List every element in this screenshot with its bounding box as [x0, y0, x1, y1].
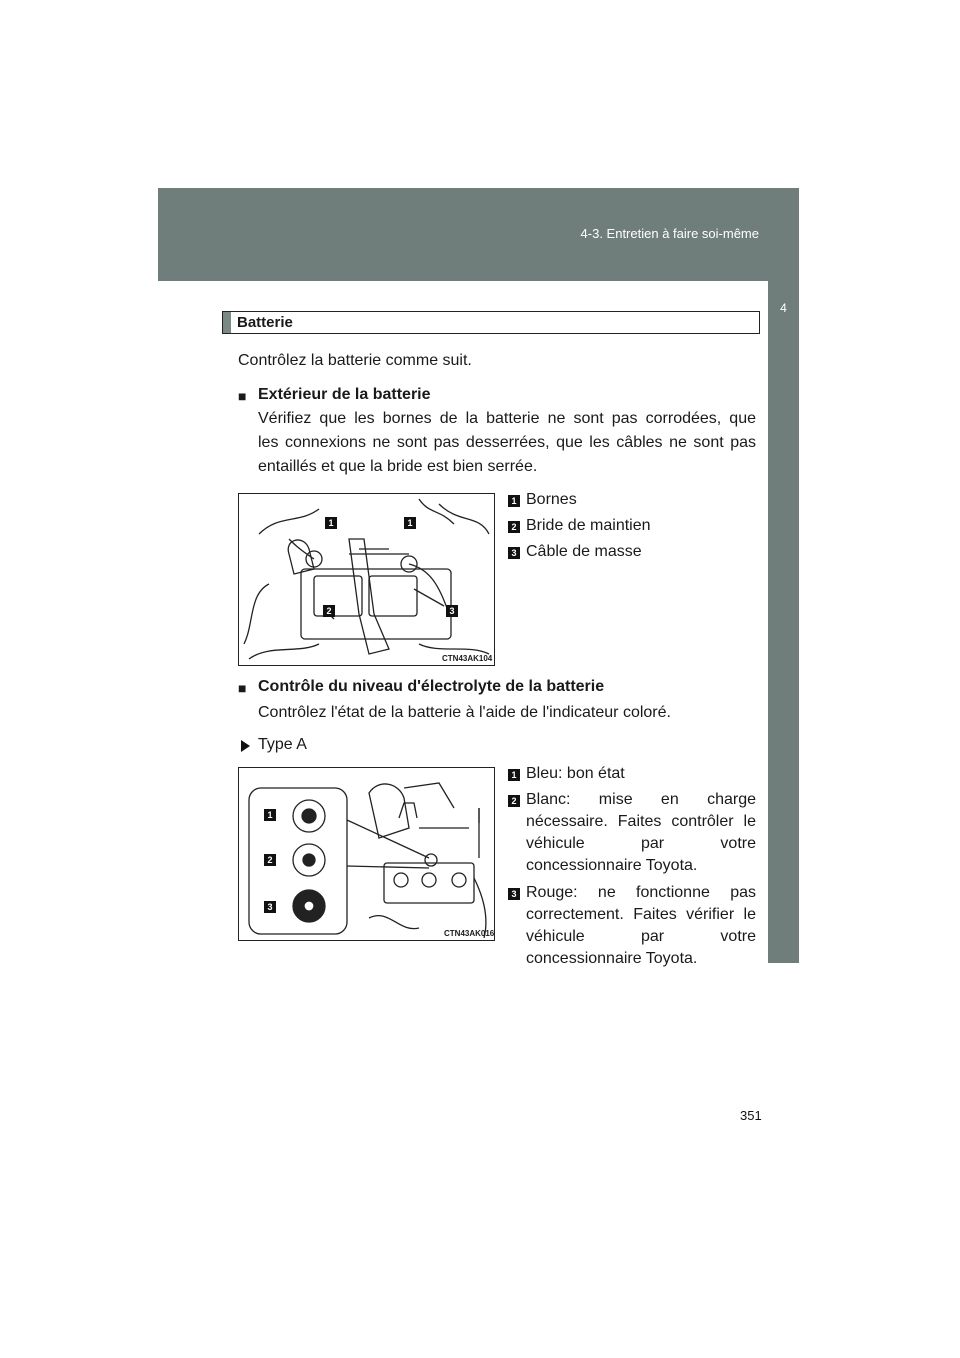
legend-bornes: Bornes: [526, 491, 577, 508]
legend-rouge-3: véhicule par votre: [526, 928, 756, 945]
indicator-figure: [238, 767, 495, 941]
indicator-drawing: [239, 768, 494, 940]
exterior-line-2: les connexions ne sont pas desserrées, que les câbles ne sont pas: [258, 434, 756, 451]
breadcrumb: 4-3. Entretien à faire soi-même: [580, 226, 759, 241]
battery-drawing: [239, 494, 494, 665]
legend-bride: Bride de maintien: [526, 517, 651, 534]
legend-blanc-1: Blanc: mise en charge: [526, 791, 756, 808]
legend-rouge-4: concessionnaire Toyota.: [526, 950, 698, 967]
figure-code: CTN43AK104: [442, 654, 493, 663]
intro-text: Contrôlez la batterie comme suit.: [238, 352, 472, 369]
callout-1b: 1: [404, 517, 416, 529]
figure-code: CTN43AK016: [444, 929, 495, 938]
legend-badge-1: 1: [508, 495, 520, 507]
arrow-bullet-icon: [241, 740, 250, 752]
exterior-heading: [238, 384, 758, 406]
electrolyte-heading-text: Contrôle du niveau d'électrolyte de la batterie: [258, 678, 605, 695]
legend-blanc-3: véhicule par votre: [526, 835, 756, 852]
section-title: Batterie: [237, 314, 293, 331]
indicator-legend-badge-3: 3: [508, 888, 520, 900]
callout-3: 3: [446, 605, 458, 617]
exterior-line-1: Vérifiez que les bornes de la batterie ne sont pas corrodées, que: [258, 410, 756, 427]
square-bullet-icon: ■: [238, 680, 247, 696]
chapter-number: 4: [780, 301, 787, 315]
legend-blanc-2: nécessaire. Faites contrôler le: [526, 813, 756, 830]
legend-bleu: Bleu: bon état: [526, 765, 625, 782]
callout-1a: 1: [325, 517, 337, 529]
battery-exterior-figure: [238, 493, 495, 666]
square-bullet-icon: ■: [238, 388, 247, 404]
indicator-callout-3: 3: [264, 901, 276, 913]
indicator-callout-1: 1: [264, 809, 276, 821]
legend-blanc-4: concessionnaire Toyota.: [526, 857, 698, 874]
legend-rouge-2: correctement. Faites vérifier le: [526, 906, 756, 923]
type-label: Type A: [258, 736, 307, 753]
electrolyte-heading: [238, 676, 758, 698]
page-number: 351: [740, 1108, 762, 1123]
section-bar: [223, 312, 231, 333]
indicator-callout-2: 2: [264, 854, 276, 866]
legend-badge-2: 2: [508, 521, 520, 533]
chapter-side-tab: [768, 281, 799, 1088]
legend-cable: Câble de masse: [526, 543, 642, 560]
chapter-header: [158, 188, 799, 281]
indicator-legend-badge-2: 2: [508, 795, 520, 807]
section-heading-box: [222, 311, 760, 334]
legend-rouge-1: Rouge: ne fonctionne pas: [526, 884, 756, 901]
electrolyte-text: Contrôlez l'état de la batterie à l'aide de l'indicateur coloré.: [258, 704, 671, 721]
chapter-label: Entretien et soin: [778, 1001, 792, 1088]
exterior-heading-text: Extérieur de la batterie: [258, 386, 431, 403]
exterior-line-3: entaillés et que la bride est bien serrée.: [258, 458, 538, 475]
legend-badge-3: 3: [508, 547, 520, 559]
indicator-legend-badge-1: 1: [508, 769, 520, 781]
callout-2: 2: [323, 605, 335, 617]
